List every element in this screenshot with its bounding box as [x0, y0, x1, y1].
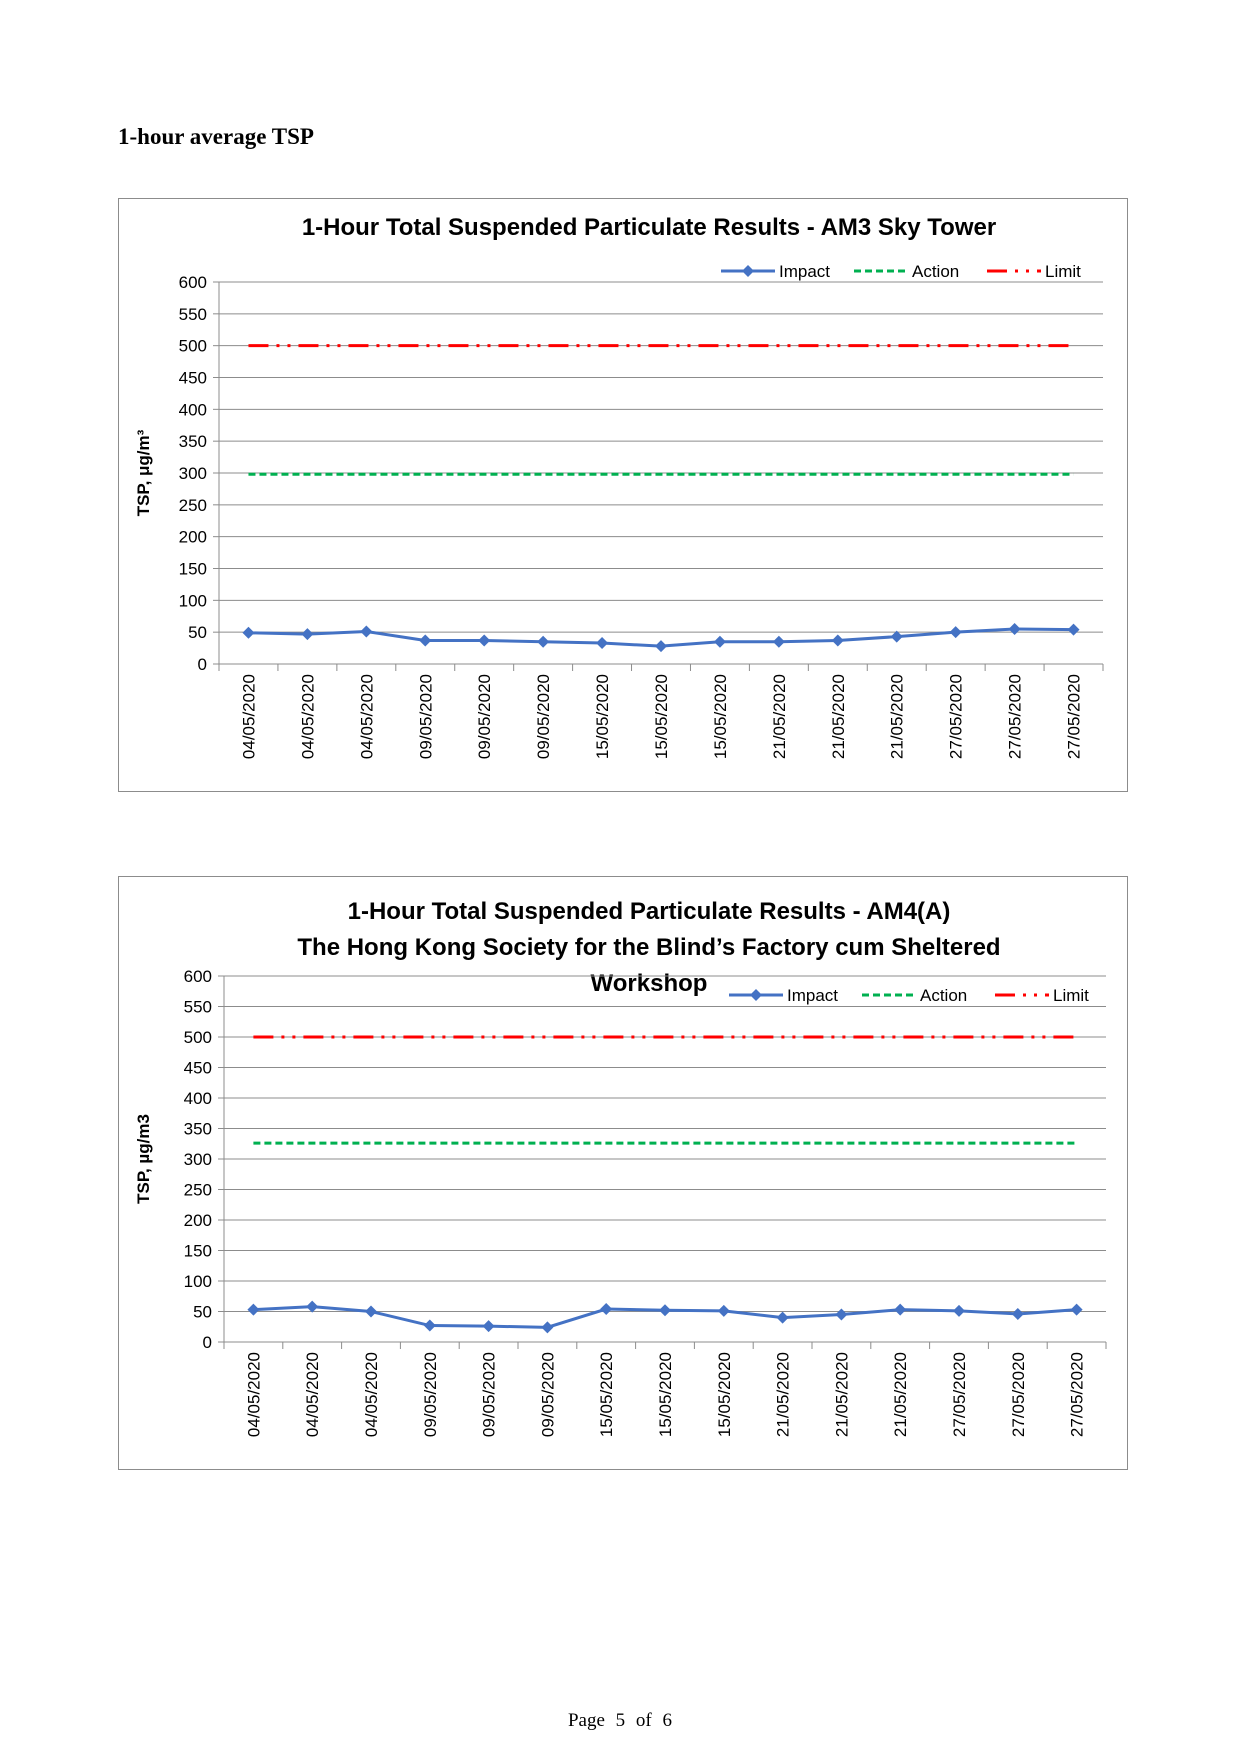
impact-point — [1071, 1304, 1083, 1316]
y-tick-label: 500 — [178, 336, 207, 356]
y-tick-label: 0 — [202, 1333, 212, 1352]
chart-am3 — [118, 198, 1128, 792]
impact-point — [247, 1304, 259, 1316]
page-number: 5 — [615, 1710, 626, 1731]
impact-point — [478, 634, 490, 646]
x-tick-label: 27/05/2020 — [946, 674, 966, 760]
y-tick-label: 550 — [178, 304, 207, 324]
impact-point — [714, 636, 726, 648]
impact-point — [773, 636, 785, 648]
x-tick-label: 04/05/2020 — [239, 674, 259, 760]
impact-point — [718, 1305, 730, 1317]
y-tick-label: 450 — [178, 368, 207, 388]
impact-point — [659, 1304, 671, 1316]
impact-point — [950, 626, 962, 638]
y-tick-label: 600 — [183, 967, 212, 986]
impact-point — [242, 627, 254, 639]
chart-title: 1-Hour Total Suspended Particulate Results - AM3 Sky Tower — [301, 214, 997, 241]
x-tick-label: 15/05/2020 — [656, 1352, 675, 1438]
x-tick-label: 27/05/2020 — [950, 1352, 969, 1438]
y-axis-label: TSP, µg/m3 — [134, 1114, 153, 1204]
impact-point — [1068, 624, 1080, 636]
x-tick-label: 09/05/2020 — [420, 1352, 440, 1438]
y-tick-label: 400 — [183, 1089, 212, 1108]
y-tick-label: 600 — [178, 273, 207, 292]
impact-point — [655, 640, 667, 652]
impact-point — [483, 1320, 495, 1332]
legend-label-limit: Limit — [1045, 262, 1081, 281]
impact-point — [777, 1312, 789, 1324]
chart-am4a — [118, 876, 1128, 1470]
x-tick-label: 09/05/2020 — [479, 1352, 499, 1438]
impact-point — [832, 634, 844, 646]
chart-title: 1-Hour Total Suspended Particulate Results - AM4(A) — [347, 898, 951, 925]
y-tick-label: 300 — [183, 1150, 212, 1169]
legend — [721, 262, 1081, 281]
impact-point — [365, 1306, 377, 1318]
y-tick-label: 400 — [178, 400, 207, 420]
impact-point — [894, 1304, 906, 1316]
x-tick-label: 04/05/2020 — [298, 674, 318, 760]
x-tick-label: 21/05/2020 — [773, 1352, 793, 1438]
y-tick-label: 250 — [183, 1180, 212, 1200]
chart-am3-svg — [119, 199, 1127, 791]
x-tick-label: 27/05/2020 — [1005, 674, 1025, 760]
impact-point — [419, 634, 431, 646]
chart-subtitle: The Hong Kong Society for the Blind’s Factory cum Sheltered Workshop — [297, 934, 1001, 997]
impact-point — [1009, 623, 1021, 635]
x-tick-label: 21/05/2020 — [891, 1352, 911, 1438]
y-tick-label: 350 — [183, 1119, 212, 1139]
x-tick-label: 04/05/2020 — [303, 1352, 323, 1438]
impact-point — [360, 626, 372, 638]
x-tick-label: 15/05/2020 — [710, 674, 730, 760]
x-tick-label: 15/05/2020 — [597, 1352, 617, 1438]
y-tick-label: 500 — [183, 1028, 212, 1047]
section-heading: 1-hour average TSP — [118, 124, 314, 149]
x-tick-label: 09/05/2020 — [416, 674, 436, 760]
legend-label-action: Action — [912, 262, 960, 281]
x-tick-label: 04/05/2020 — [357, 674, 377, 760]
legend-label-limit: Limit — [1053, 986, 1089, 1005]
impact-point — [306, 1301, 318, 1313]
x-tick-label: 27/05/2020 — [1067, 1352, 1087, 1438]
legend — [729, 986, 1089, 1005]
y-tick-label: 50 — [193, 1302, 212, 1322]
impact-point — [596, 637, 608, 649]
y-tick-label: 50 — [188, 623, 207, 643]
x-tick-label: 21/05/2020 — [832, 1352, 852, 1438]
impact-point — [953, 1305, 965, 1317]
legend-label-impact: Impact — [779, 262, 831, 281]
x-tick-label: 21/05/2020 — [769, 674, 789, 760]
impact-point — [835, 1309, 847, 1321]
legend-label-impact: Impact — [787, 986, 839, 1005]
x-tick-label: 09/05/2020 — [475, 674, 495, 760]
y-tick-label: 150 — [183, 1241, 212, 1261]
chart-am4a-svg — [119, 877, 1127, 1469]
impact-point — [301, 628, 313, 640]
impact-point — [541, 1321, 553, 1333]
total-pages: 6 — [662, 1710, 672, 1731]
y-tick-label: 200 — [178, 527, 207, 547]
y-tick-label: 100 — [183, 1272, 212, 1291]
y-tick-label: 100 — [178, 591, 207, 611]
page-word: Page — [567, 1710, 605, 1731]
x-tick-label: 04/05/2020 — [244, 1352, 264, 1438]
x-tick-label: 27/05/2020 — [1064, 674, 1084, 760]
x-tick-label: 09/05/2020 — [538, 1352, 558, 1438]
impact-point — [424, 1320, 436, 1332]
y-tick-label: 350 — [178, 432, 207, 452]
impact-point — [537, 636, 549, 648]
impact-point — [1012, 1308, 1024, 1320]
page-footer — [0, 1710, 1240, 1732]
x-tick-label: 04/05/2020 — [362, 1352, 381, 1438]
y-tick-label: 300 — [178, 464, 207, 483]
x-tick-label: 15/05/2020 — [652, 674, 671, 760]
y-tick-label: 200 — [183, 1211, 212, 1230]
legend-marker-impact — [750, 989, 762, 1001]
impact-point — [600, 1303, 612, 1315]
x-tick-label: 15/05/2020 — [714, 1352, 734, 1438]
legend-label-action: Action — [920, 986, 968, 1005]
x-tick-label: 21/05/2020 — [828, 674, 848, 760]
x-tick-label: 15/05/2020 — [593, 674, 613, 760]
y-tick-label: 0 — [197, 655, 207, 674]
y-axis-label: TSP, μg/m³ — [134, 429, 153, 517]
y-tick-label: 450 — [183, 1058, 212, 1078]
x-tick-label: 27/05/2020 — [1008, 1352, 1028, 1438]
of-word: of — [635, 1710, 652, 1731]
y-tick-label: 150 — [178, 559, 207, 579]
x-tick-label: 21/05/2020 — [887, 674, 907, 760]
y-tick-label: 250 — [178, 495, 207, 515]
y-tick-label: 550 — [183, 997, 212, 1017]
x-tick-label: 09/05/2020 — [534, 674, 554, 760]
legend-marker-impact — [742, 265, 754, 277]
